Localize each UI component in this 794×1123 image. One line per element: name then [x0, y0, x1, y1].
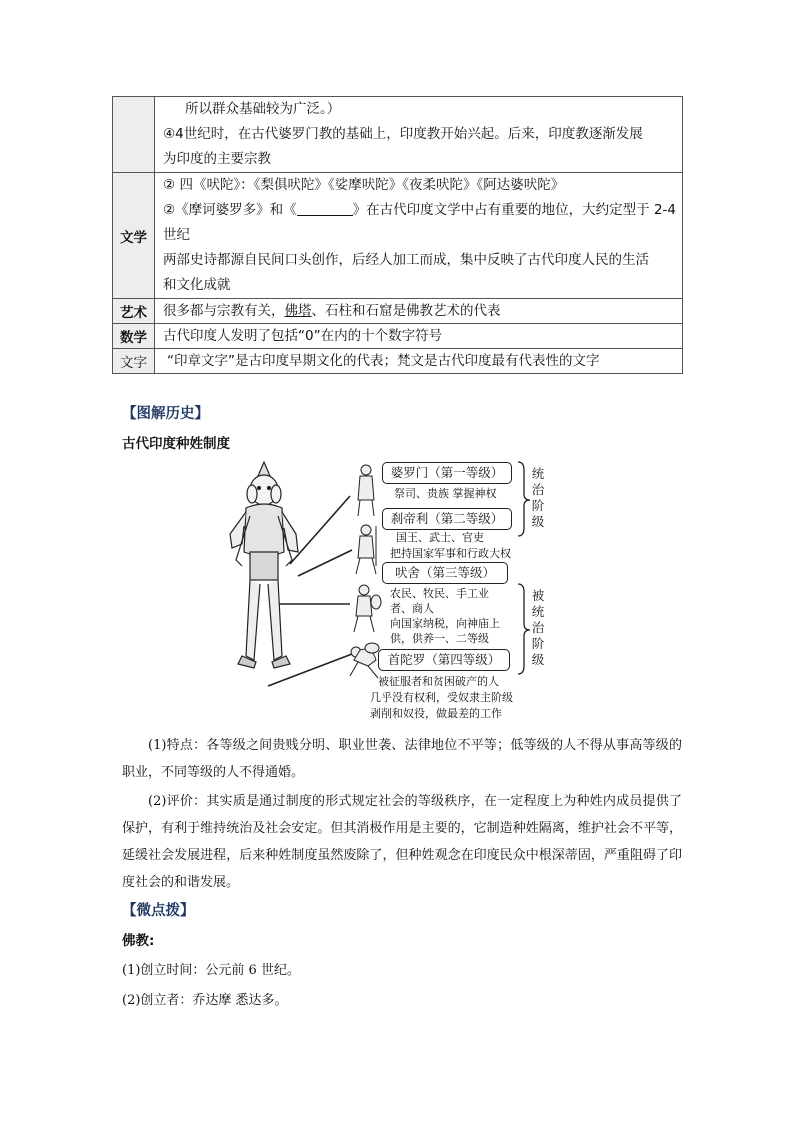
math-label: 数学: [113, 324, 155, 349]
religion-row: [113, 97, 683, 173]
literature-line-5: 和文化成就: [163, 277, 231, 293]
art-pre: 很多都与宗教有关，: [163, 303, 285, 319]
ruling-class-label: 统 治 阶 级: [531, 466, 545, 529]
buddhism-founding-time: (1)创立时间：公元前 6 世纪。: [122, 963, 300, 978]
caste-characteristics: [122, 732, 682, 786]
caste-desc-brahmin-1: 祭司、贵族 掌握神权: [394, 487, 497, 500]
caste-desc-vaishya-2: 者、商人: [390, 602, 434, 615]
caste-evaluation: [122, 788, 682, 896]
literature-line-3: 世纪: [163, 227, 191, 243]
brahmin-figure-icon: [358, 465, 374, 516]
ruling-class-brace: [518, 462, 530, 536]
caste-desc-vaishya-1: 农民、牧民、手工业: [390, 587, 489, 600]
script-line: “印章文字”是古印度早期文化的代表；梵文是古代印度最有代表性的文字: [167, 353, 600, 369]
art-post: 、石柱和石窟是佛教艺术的代表: [311, 303, 501, 319]
culture-table: [112, 96, 683, 374]
caste-desc-shudra-2: 几乎没有权利，受奴隶主阶级: [370, 691, 513, 704]
literature-row: [113, 173, 683, 299]
ruled-class-brace: [518, 584, 530, 674]
caste-box-kshatriya: 刹帝利（第二等级）: [382, 508, 512, 530]
script-label: 文字: [113, 349, 155, 374]
script-row: [113, 349, 683, 374]
paragraph-characteristics: (1)特点：各等级之间贵贱分明、职业世袭、法律地位不平等；低等级的人不得从事高等级的职业，不同等级的人不得通婚。: [122, 738, 682, 780]
caste-box-vaishya: 吠舍（第三等级）: [382, 562, 508, 584]
caste-desc-vaishya-3: 向国家纳税，向神庙上: [390, 617, 500, 630]
caste-system-subtitle: 古代印度种姓制度: [122, 436, 230, 452]
religion-row-body: [155, 97, 683, 173]
caste-desc-vaishya-4: 供，供养一、二等级: [390, 632, 489, 645]
line-arms-to-kshatriya: [298, 550, 352, 576]
brahma-figure-icon: [230, 462, 298, 668]
art-label: 艺术: [113, 299, 155, 324]
buddhism-founder: (2)创立者：乔达摩 悉达多。: [122, 993, 288, 1008]
literature-body: [155, 173, 683, 299]
caste-box-shudra: 首陀罗（第四等级）: [378, 649, 510, 671]
art-underlined: 佛塔: [284, 303, 312, 319]
line-head-to-brahmin: [290, 496, 350, 564]
religion-row-head: [113, 97, 155, 173]
fill-in-blank[interactable]: [297, 201, 353, 216]
art-line: [163, 299, 676, 323]
kshatriya-figure-icon: [356, 525, 376, 574]
literature-line-4: 两部史诗都源自民间口头创作，后经人加工而成，集中反映了古代印度人民的生活: [163, 252, 650, 268]
ruled-class-label: 被 统 治 阶 级: [531, 588, 545, 667]
literature-label: 文学: [113, 173, 155, 299]
section-title-tips: 【微点拨】: [122, 903, 195, 919]
literature-line-1: ② 四《吠陀》：《梨俱吠陀》《娑摩吠陀》《夜柔吠陀》《阿达婆吠陀》: [163, 177, 565, 193]
paragraph-evaluation: (2)评价：其实质是通过制度的形式规定社会的等级秩序，在一定程度上为种姓内成员提供了保护，有利于维持统治及社会安定。但其消极作用是主要的，它制造种姓隔离，维护社会不平等，延缓社会发展进程，后来种姓制度虽然废除了，但种姓观念在印度民众中根深蒂固，严重阻碍了印度社会的和谐发展。: [122, 794, 682, 890]
religion-line-3: 为印度的主要宗教: [163, 151, 272, 167]
caste-box-brahmin: 婆罗门（第一等级）: [382, 462, 512, 484]
buddhism-subtitle: 佛教:: [122, 933, 155, 949]
caste-diagram: [228, 456, 568, 728]
script-body: [155, 349, 683, 374]
art-body: [155, 299, 683, 324]
literature-line-2: [163, 198, 676, 223]
literature-line-2-post: 》在古代印度文学中占有重要的地位，大约定型于 2-4: [352, 202, 676, 218]
math-line: 古代印度人发明了包括“0”在内的十个数字符号: [163, 328, 443, 344]
literature-line-2-pre: ②《摩诃婆罗多》和《: [163, 202, 297, 218]
math-body: [155, 324, 683, 349]
caste-desc-shudra-3: 剥削和奴役，做最差的工作: [370, 707, 502, 720]
art-row: [113, 299, 683, 324]
math-row: [113, 324, 683, 349]
religion-line-1: 所以群众基础较为广泛。）: [185, 101, 341, 117]
shudra-figure-icon: [350, 643, 379, 678]
section-title-illustrated-history: 【图解历史】: [122, 406, 209, 422]
caste-desc-kshatriya-1: 国王、武士、官吏: [396, 531, 484, 544]
caste-desc-kshatriya-2: 把持国家军事和行政大权: [390, 547, 511, 560]
vaishya-figure-icon: [354, 585, 381, 632]
caste-desc-shudra-1: 被征服者和贫困破产的人: [378, 675, 499, 688]
religion-line-2: ④4世纪时，在古代婆罗门教的基础上，印度教开始兴起。后来，印度教逐渐发展: [163, 126, 643, 142]
